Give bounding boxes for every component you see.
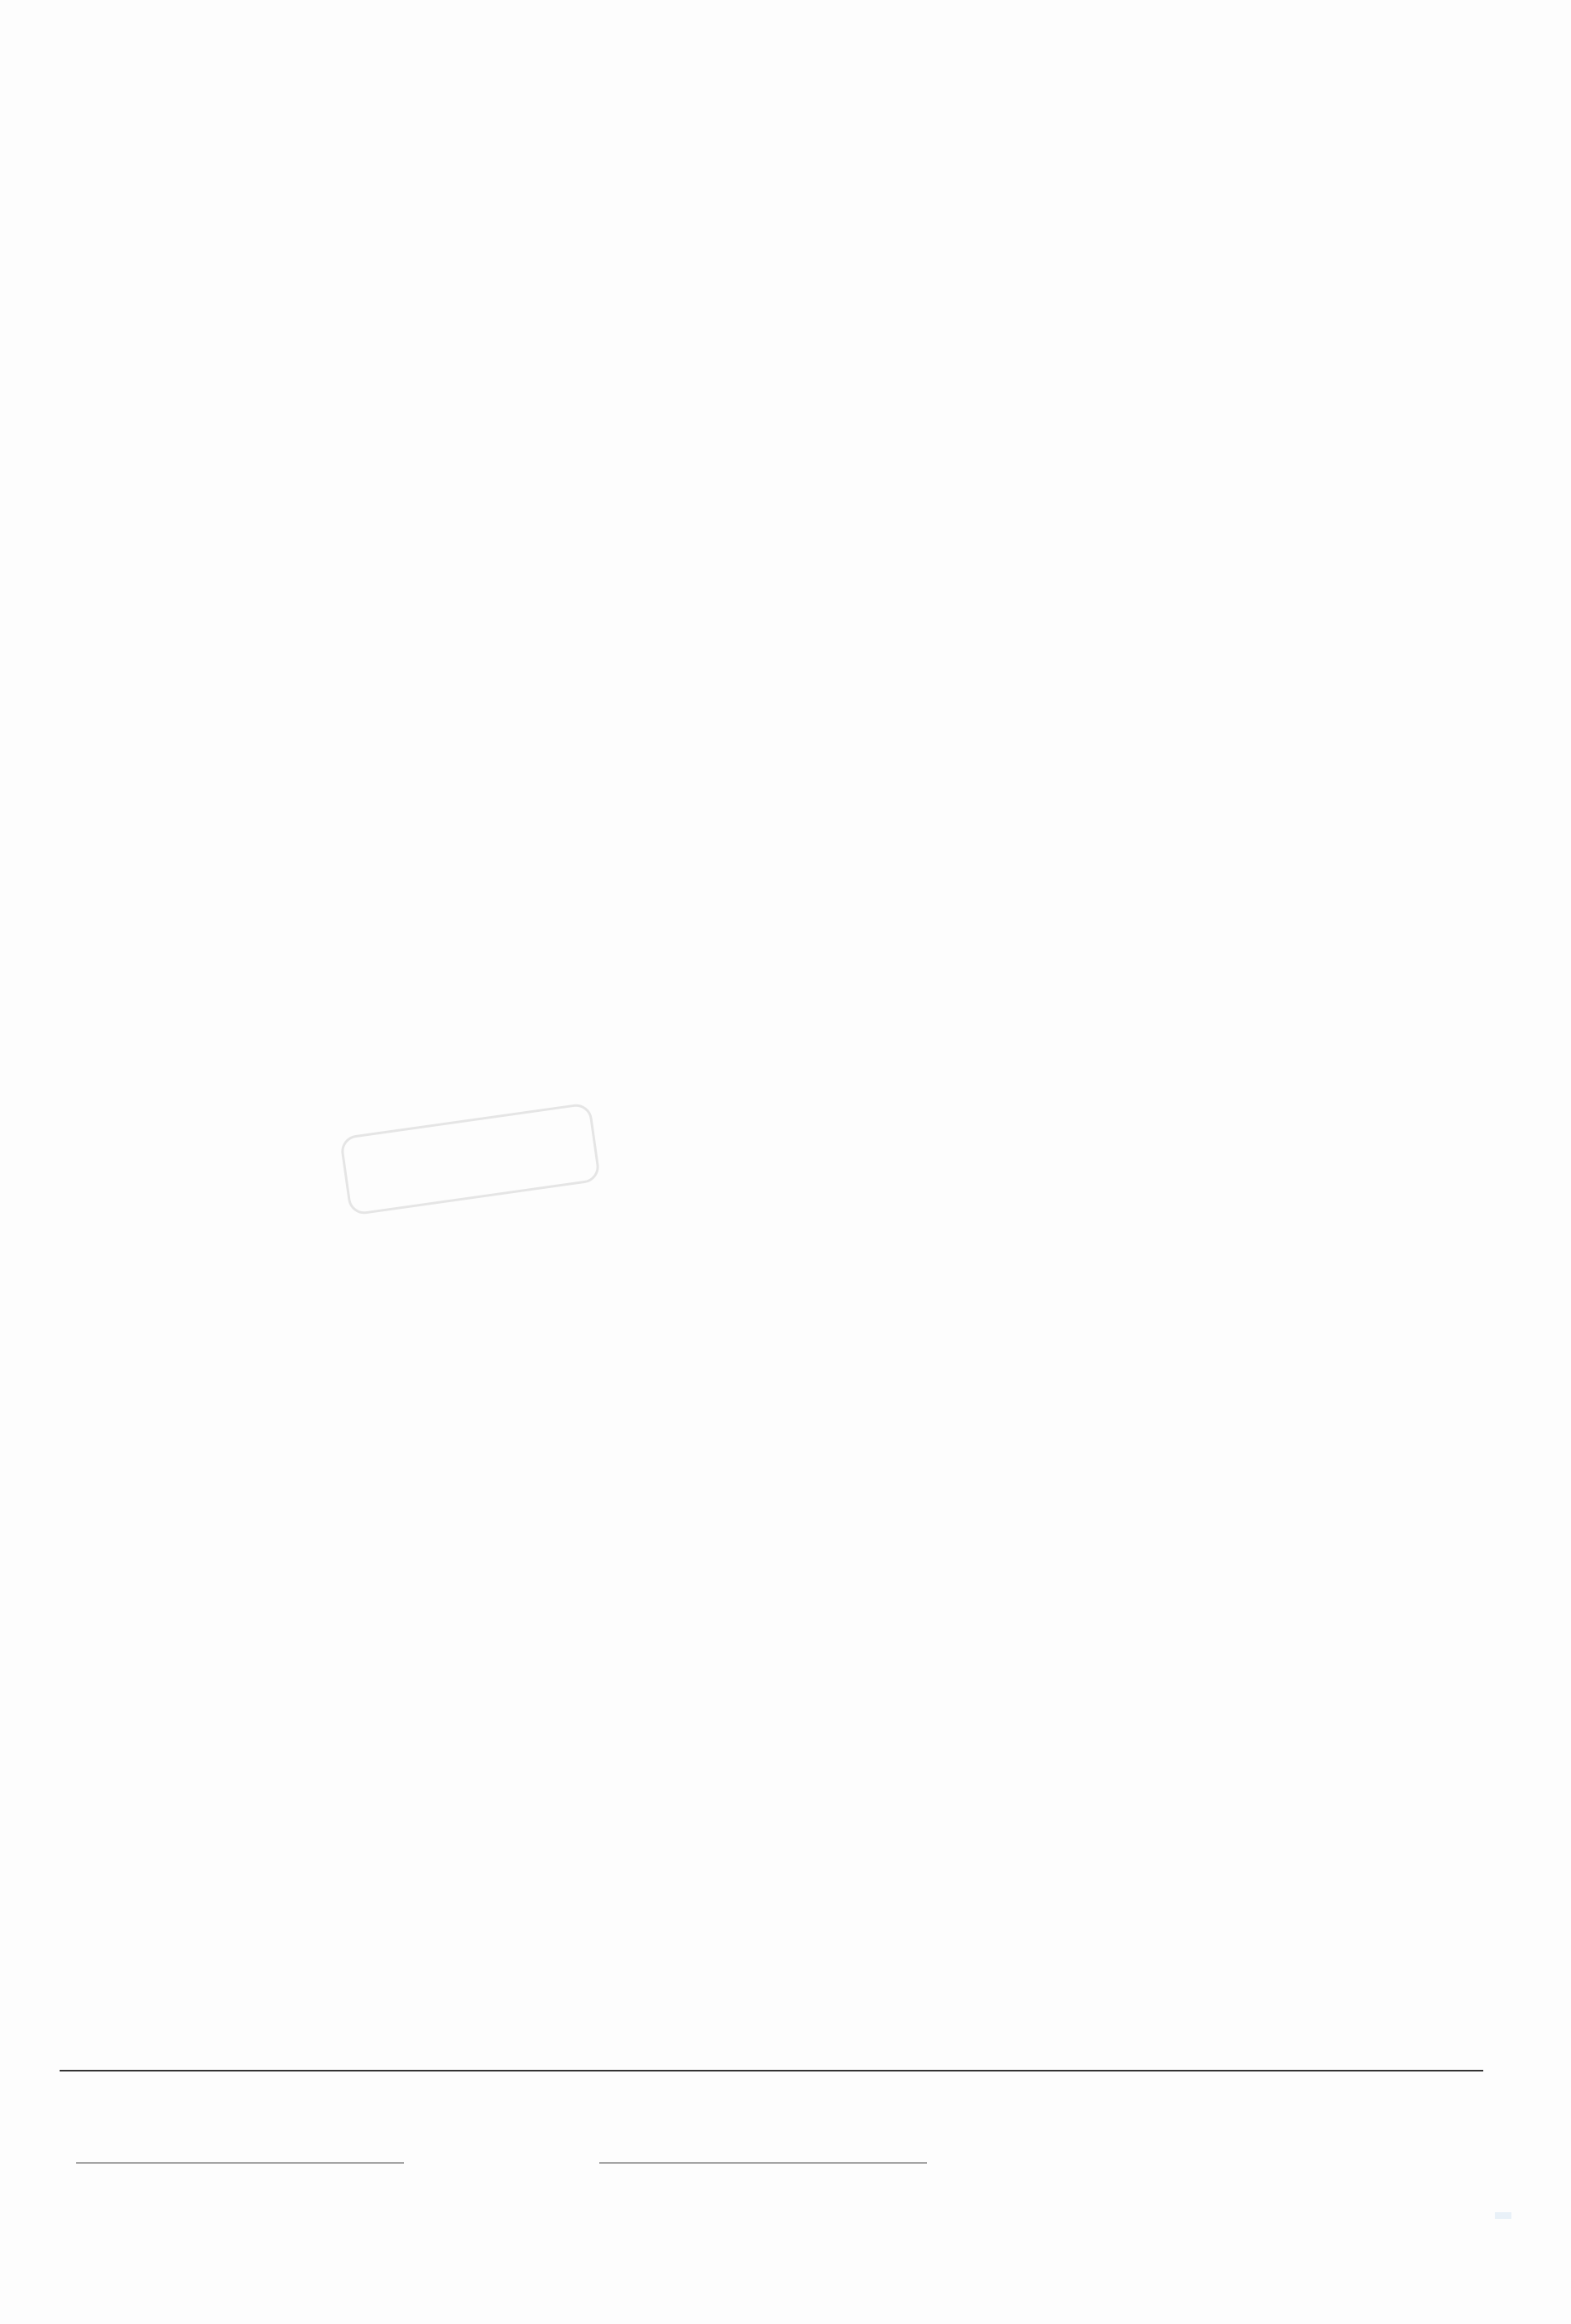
vocab-row xyxy=(60,2136,1483,2172)
vocab-header xyxy=(60,2083,1483,2120)
divider xyxy=(60,2070,1483,2071)
watermark xyxy=(339,1102,601,1216)
page-number xyxy=(1495,2212,1511,2219)
